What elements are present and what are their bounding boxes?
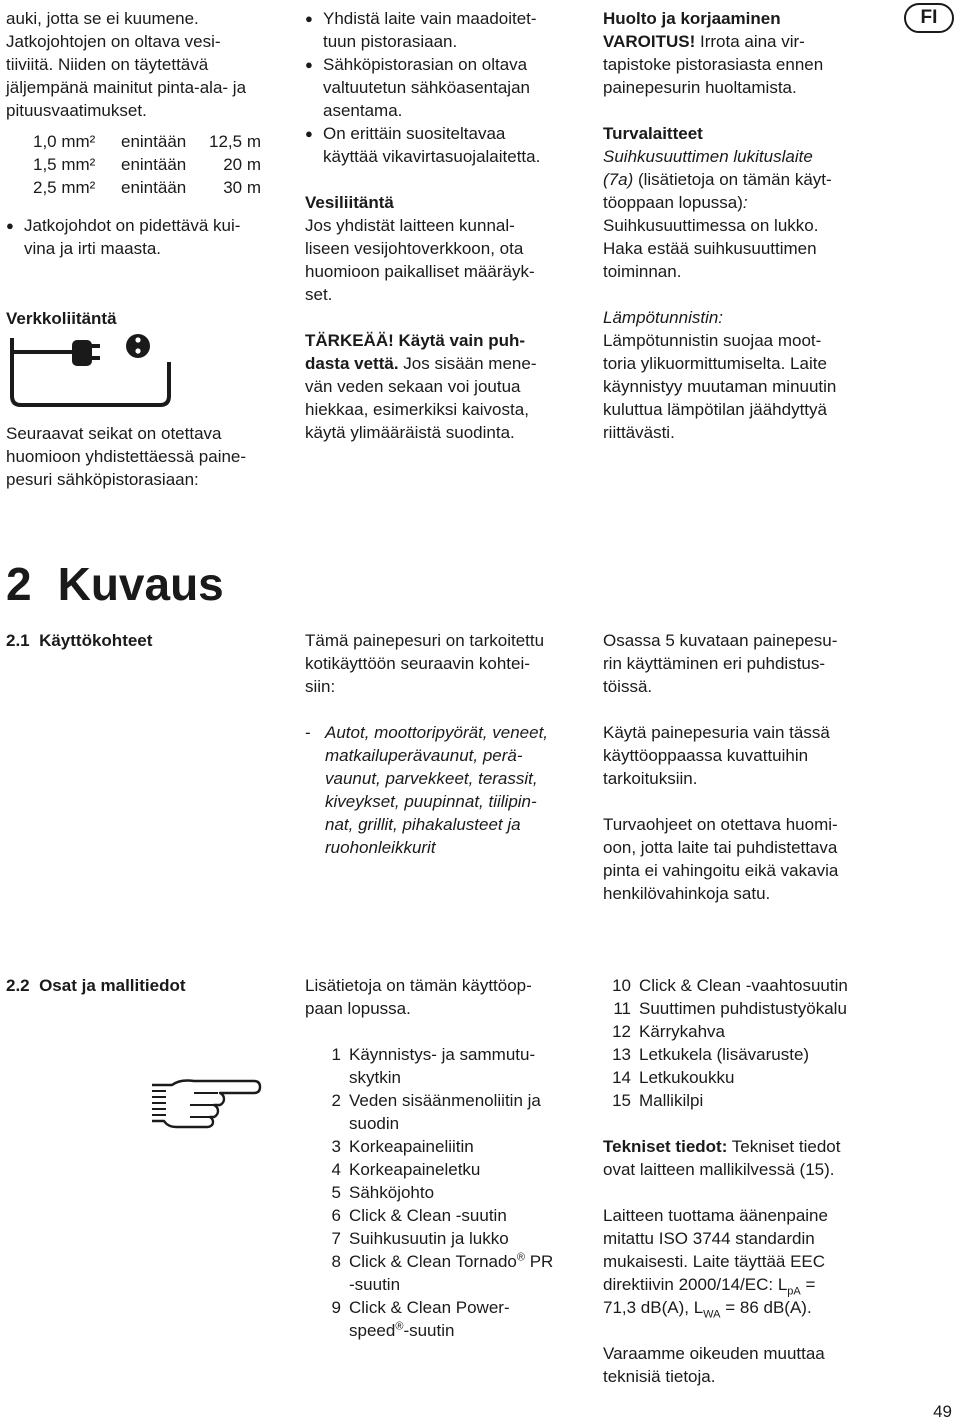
- thermo-text-2: toria ylikuormittumiselta. Laite: [603, 354, 827, 373]
- col1-intro-2: Jatkojohtojen on oltava vesi-: [6, 32, 221, 51]
- tech-1: [603, 1135, 893, 1158]
- col1-bullet-1: Jatkojohdot on pidettävä kui-: [24, 216, 241, 235]
- s22-intro-2: paan lopussa.: [305, 999, 411, 1018]
- part-number: 15: [612, 1091, 631, 1110]
- tech-rest-1: Tekniset tiedot: [727, 1137, 841, 1156]
- important-rest-1: Jos sisään mene-: [398, 354, 537, 373]
- s22-col3: [595, 974, 895, 1112]
- list-item: [305, 721, 590, 859]
- s21-list-1: Autot, moottoripyörät, veneet,: [325, 723, 549, 742]
- col2-b2-1: Sähköpistorasian on oltava: [323, 55, 528, 74]
- col1-after-1: Seuraavat seikat on otettava: [6, 424, 222, 443]
- part-number: 2: [331, 1091, 341, 1110]
- part-text-a: Click & Clean Tornado: [349, 1252, 517, 1271]
- reserve-2: teknisiä tietoja.: [603, 1367, 716, 1386]
- noise-2: mitattu ISO 3744 standardin: [603, 1229, 815, 1248]
- wire-limit: enintään: [121, 132, 187, 151]
- s21-r3-4: henkilövahinkoja satu.: [603, 884, 771, 903]
- col2-b3-1: On erittäin suositeltavaa: [323, 124, 506, 143]
- reserve-1: Varaamme oikeuden muuttaa: [603, 1344, 825, 1363]
- s21-r3-1: Turvaohjeet on otettava huomi-: [603, 815, 838, 834]
- wire-length: 20 m: [223, 155, 261, 174]
- s22-col3-text: [603, 1135, 893, 1388]
- col1-bullet: [6, 214, 286, 260]
- section-number: 2: [6, 558, 32, 610]
- bullet-icon: ●: [305, 57, 313, 72]
- wire-area: 2,5 mm²: [33, 178, 96, 197]
- s22-col2: [305, 974, 590, 1342]
- col2-text-1: Jos yhdistät laitteen kunnal-: [305, 216, 515, 235]
- list-item: [595, 1020, 895, 1043]
- noise-1: Laitteen tuottama äänenpaine: [603, 1206, 828, 1225]
- thermo-text-3: käynnistyy muutaman minuutin: [603, 377, 837, 396]
- s21-col2: [305, 629, 590, 859]
- noise-5b: = 86 dB(A).: [720, 1298, 812, 1317]
- section-title: Kuvaus: [57, 558, 224, 610]
- heading-vesiliitanta: Vesiliitäntä: [305, 193, 394, 212]
- part-text: Kärrykahva: [639, 1022, 725, 1041]
- registered-mark: ®: [516, 1251, 525, 1264]
- page-number: 49: [933, 1402, 952, 1421]
- part-number: 10: [612, 976, 631, 995]
- part-text: Korkeapaineliitin: [349, 1137, 474, 1156]
- important-bold-2: dasta vettä.: [305, 354, 399, 373]
- bullet-icon: ●: [6, 218, 14, 233]
- col1-intro-3: tiiviitä. Niiden on täytettävä: [6, 55, 209, 74]
- wire-area: 1,5 mm²: [33, 155, 96, 174]
- noise-5: [603, 1296, 893, 1319]
- part-text: Click & Clean Power-: [349, 1298, 510, 1317]
- s21-p1-1: Tämä painepesuri on tarkoitettu: [305, 631, 545, 650]
- noise-4b: =: [800, 1275, 816, 1294]
- wire-length: 30 m: [223, 178, 261, 197]
- lock-text-2: Haka estää suihkusuuttimen: [603, 239, 817, 258]
- table-row: [33, 153, 261, 176]
- lock-line-3: [603, 191, 893, 214]
- section-heading: [6, 556, 224, 612]
- s21-list-2: matkailuperävaunut, perä-: [325, 746, 523, 765]
- col1-after-2: huomioon yhdistettäessä paine-: [6, 447, 247, 466]
- part-number: 3: [331, 1137, 341, 1156]
- part-text-a: speed: [349, 1321, 396, 1340]
- noise-3: mukaisesti. Laite täyttää EEC: [603, 1252, 826, 1271]
- thermo-text-4: kuluttua lämpötilan jäähdyttyä: [603, 400, 827, 419]
- subsection-2-1: 2.1 Käyttökohteet: [6, 631, 153, 650]
- s21-list-6: ruohonleikkurit: [325, 838, 436, 857]
- s21-p1-3: siin:: [305, 677, 336, 696]
- col2-b2-3: asentama.: [323, 101, 403, 120]
- lock-text-1: Suihkusuuttimessa on lukko.: [603, 216, 819, 235]
- s21-r1-3: töissä.: [603, 677, 653, 696]
- tech-bold: Tekniset tiedot:: [603, 1137, 728, 1156]
- s21-list-5: nat, grillit, pihakalusteet ja: [325, 815, 521, 834]
- s21-col3: [603, 629, 893, 905]
- s21-r2-3: tarkoituksiin.: [603, 769, 698, 788]
- lock-heading: Suihkusuuttimen lukituslaite: [603, 147, 813, 166]
- bullet-icon: ●: [305, 126, 313, 141]
- part-text: Suihkusuutin ja lukko: [349, 1229, 509, 1248]
- col2-text-2: liseen vesijohtoverkkoon, ota: [305, 239, 524, 258]
- wire-limit: enintään: [121, 178, 187, 197]
- wire-length: 12,5 m: [209, 132, 261, 151]
- part-text: Click & Clean -suutin: [349, 1206, 507, 1225]
- col2-b2-2: valtuutetun sähköasentajan: [323, 78, 530, 97]
- lock-ref: (7a): [603, 170, 634, 189]
- part-text: Veden sisäänmenoliitin ja: [349, 1091, 541, 1110]
- part-number: 8: [331, 1252, 341, 1271]
- col1-after: [6, 422, 286, 491]
- list-item: [305, 7, 590, 53]
- subsection-2-2: 2.2 Osat ja mallitiedot: [6, 976, 186, 995]
- lock-colon: :: [742, 193, 748, 212]
- s21-r2-2: käyttöoppaassa kuvattuihin: [603, 746, 809, 765]
- important-2: [305, 352, 590, 375]
- lock-rest-2: töoppaan lopussa): [603, 193, 743, 212]
- noise-sub-wa: WA: [703, 1308, 721, 1321]
- dash-marker: -: [305, 723, 311, 742]
- heading-verkkoliitanta: Verkkoliitäntä: [6, 309, 117, 328]
- important-1: TÄRKEÄÄ! Käytä vain puh-: [305, 331, 526, 350]
- warning-2: tapistoke pistorasiasta ennen: [603, 55, 824, 74]
- important-5: käytä ylimääräistä suodinta.: [305, 423, 515, 442]
- part-text: Käynnistys- ja sammutu-: [349, 1045, 536, 1064]
- noise-4a: direktiivin 2000/14/EC: L: [603, 1275, 788, 1294]
- list-item: [305, 1250, 590, 1296]
- noise-4: [603, 1273, 893, 1296]
- heading-turvalaitteet: Turvalaitteet: [603, 124, 703, 143]
- part-number: 7: [331, 1229, 341, 1248]
- s21-r3-3: pinta ei vahingoitu eikä vakavia: [603, 861, 839, 880]
- part-text: Mallikilpi: [639, 1091, 704, 1110]
- part-number: 13: [612, 1045, 631, 1064]
- part-text: suodin: [349, 1114, 400, 1133]
- list-item: [305, 1204, 590, 1227]
- tech-2: ovat laitteen mallikilvessä (15).: [603, 1160, 835, 1179]
- part-number: 11: [613, 999, 631, 1018]
- part-text: Letkukoukku: [639, 1068, 735, 1087]
- pointing-hand-icon: [150, 1075, 262, 1133]
- s21-r3-2: oon, jotta laite tai puhdistettava: [603, 838, 838, 857]
- part-number: 9: [331, 1298, 341, 1317]
- col2-b1-1: Yhdistä laite vain maadoitet-: [323, 9, 537, 28]
- part-text: skytkin: [349, 1068, 401, 1087]
- warning-bold: VAROITUS!: [603, 32, 696, 51]
- warning-3: painepesurin huoltamista.: [603, 78, 797, 97]
- part-text-b: PR: [525, 1252, 554, 1271]
- s21-r2-1: Käytä painepesuria vain tässä: [603, 723, 830, 742]
- part-text: Korkeapaineletku: [349, 1160, 481, 1179]
- list-item: [305, 53, 590, 122]
- list-item: [305, 1227, 590, 1250]
- col1-after-3: pesuri sähköpistorasiaan:: [6, 470, 199, 489]
- warning-1: [603, 30, 893, 53]
- list-item: [305, 1135, 590, 1158]
- list-item: [305, 1296, 590, 1342]
- wire-area: 1,0 mm²: [33, 132, 96, 151]
- parts-list: [305, 1043, 590, 1342]
- s21-list-3: vaunut, parvekkeet, terassit,: [325, 769, 538, 788]
- noise-5a: 71,3 dB(A), L: [603, 1298, 704, 1317]
- part-number: 6: [331, 1206, 341, 1225]
- lock-line-2: [603, 168, 893, 191]
- col1-intro-5: pituusvaatimukset.: [6, 101, 147, 120]
- part-text: Letkukela (lisävaruste): [639, 1045, 810, 1064]
- list-item: [595, 1066, 895, 1089]
- part-text: Click & Clean -vaahtosuutin: [639, 976, 848, 995]
- s21-list-4: kiveykset, puupinnat, tiilipin-: [325, 792, 537, 811]
- thermo-text-1: Lämpötunnistin suojaa moot-: [603, 331, 822, 350]
- s21-p1-2: kotikäyttöön seuraavin kohtei-: [305, 654, 530, 673]
- list-item: [305, 122, 590, 168]
- part-number: 12: [612, 1022, 631, 1041]
- list-item: [305, 1089, 590, 1135]
- thermo-text-5: riittävästi.: [603, 423, 675, 442]
- table-row: [33, 176, 261, 199]
- s21-r1-1: Osassa 5 kuvataan painepesu-: [603, 631, 838, 650]
- list-item: [305, 1043, 590, 1089]
- col3: [603, 7, 893, 444]
- part-number: 4: [331, 1160, 341, 1179]
- col2: [305, 7, 590, 444]
- list-item: [595, 1089, 895, 1112]
- list-item: [595, 1043, 895, 1066]
- s21-r1-2: rin käyttäminen eri puhdistus-: [603, 654, 826, 673]
- col1-bullet-2: vina ja irti maasta.: [24, 239, 161, 258]
- lock-text-3: toiminnan.: [603, 262, 682, 281]
- thermo-heading: Lämpötunnistin:: [603, 308, 724, 327]
- list-item: [595, 974, 895, 997]
- col2-text-4: set.: [305, 285, 333, 304]
- important-3: vän veden sekaan voi joutua: [305, 377, 521, 396]
- warning-rest-1: Irrota aina vir-: [695, 32, 805, 51]
- list-item: [595, 997, 895, 1020]
- wire-limit: enintään: [121, 155, 187, 174]
- list-item: [6, 214, 286, 260]
- col1: [6, 7, 286, 122]
- part-text-b: -suutin: [403, 1321, 455, 1340]
- part-text: -suutin: [349, 1275, 401, 1294]
- registered-mark: ®: [395, 1320, 404, 1333]
- s22-intro-1: Lisätietoja on tämän käyttöop-: [305, 976, 532, 995]
- part-text: [349, 1319, 510, 1342]
- part-text: [349, 1250, 553, 1273]
- lock-rest-1: (lisätietoja on tämän käyt-: [633, 170, 832, 189]
- col1-intro-4: jäljempänä mainitut pinta-ala- ja: [6, 78, 247, 97]
- heading-huolto: Huolto ja korjaaminen: [603, 9, 781, 28]
- part-number: 14: [612, 1068, 631, 1087]
- part-number: 1: [331, 1045, 341, 1064]
- col2-b3-2: käyttää vikavirtasuojalaitetta.: [323, 147, 541, 166]
- part-text: Suuttimen puhdistustyökalu: [639, 999, 847, 1018]
- list-item: [305, 1158, 590, 1181]
- col2-b1-2: tuun pistorasiaan.: [323, 32, 458, 51]
- power-plug-icon: [8, 334, 174, 410]
- important-4: hiekkaa, esimerkiksi kaivosta,: [305, 400, 529, 419]
- bullet-icon: ●: [305, 11, 313, 26]
- part-number: 5: [331, 1183, 341, 1202]
- list-item: [305, 1181, 590, 1204]
- table-row: [33, 130, 261, 153]
- wire-table: [33, 130, 261, 199]
- part-text: Sähköjohto: [349, 1183, 435, 1202]
- language-badge: FI: [904, 3, 954, 33]
- col2-text-3: huomioon paikalliset määräyk-: [305, 262, 535, 281]
- noise-sub-pa: pA: [787, 1285, 801, 1298]
- col1-intro-1: auki, jotta se ei kuumene.: [6, 9, 199, 28]
